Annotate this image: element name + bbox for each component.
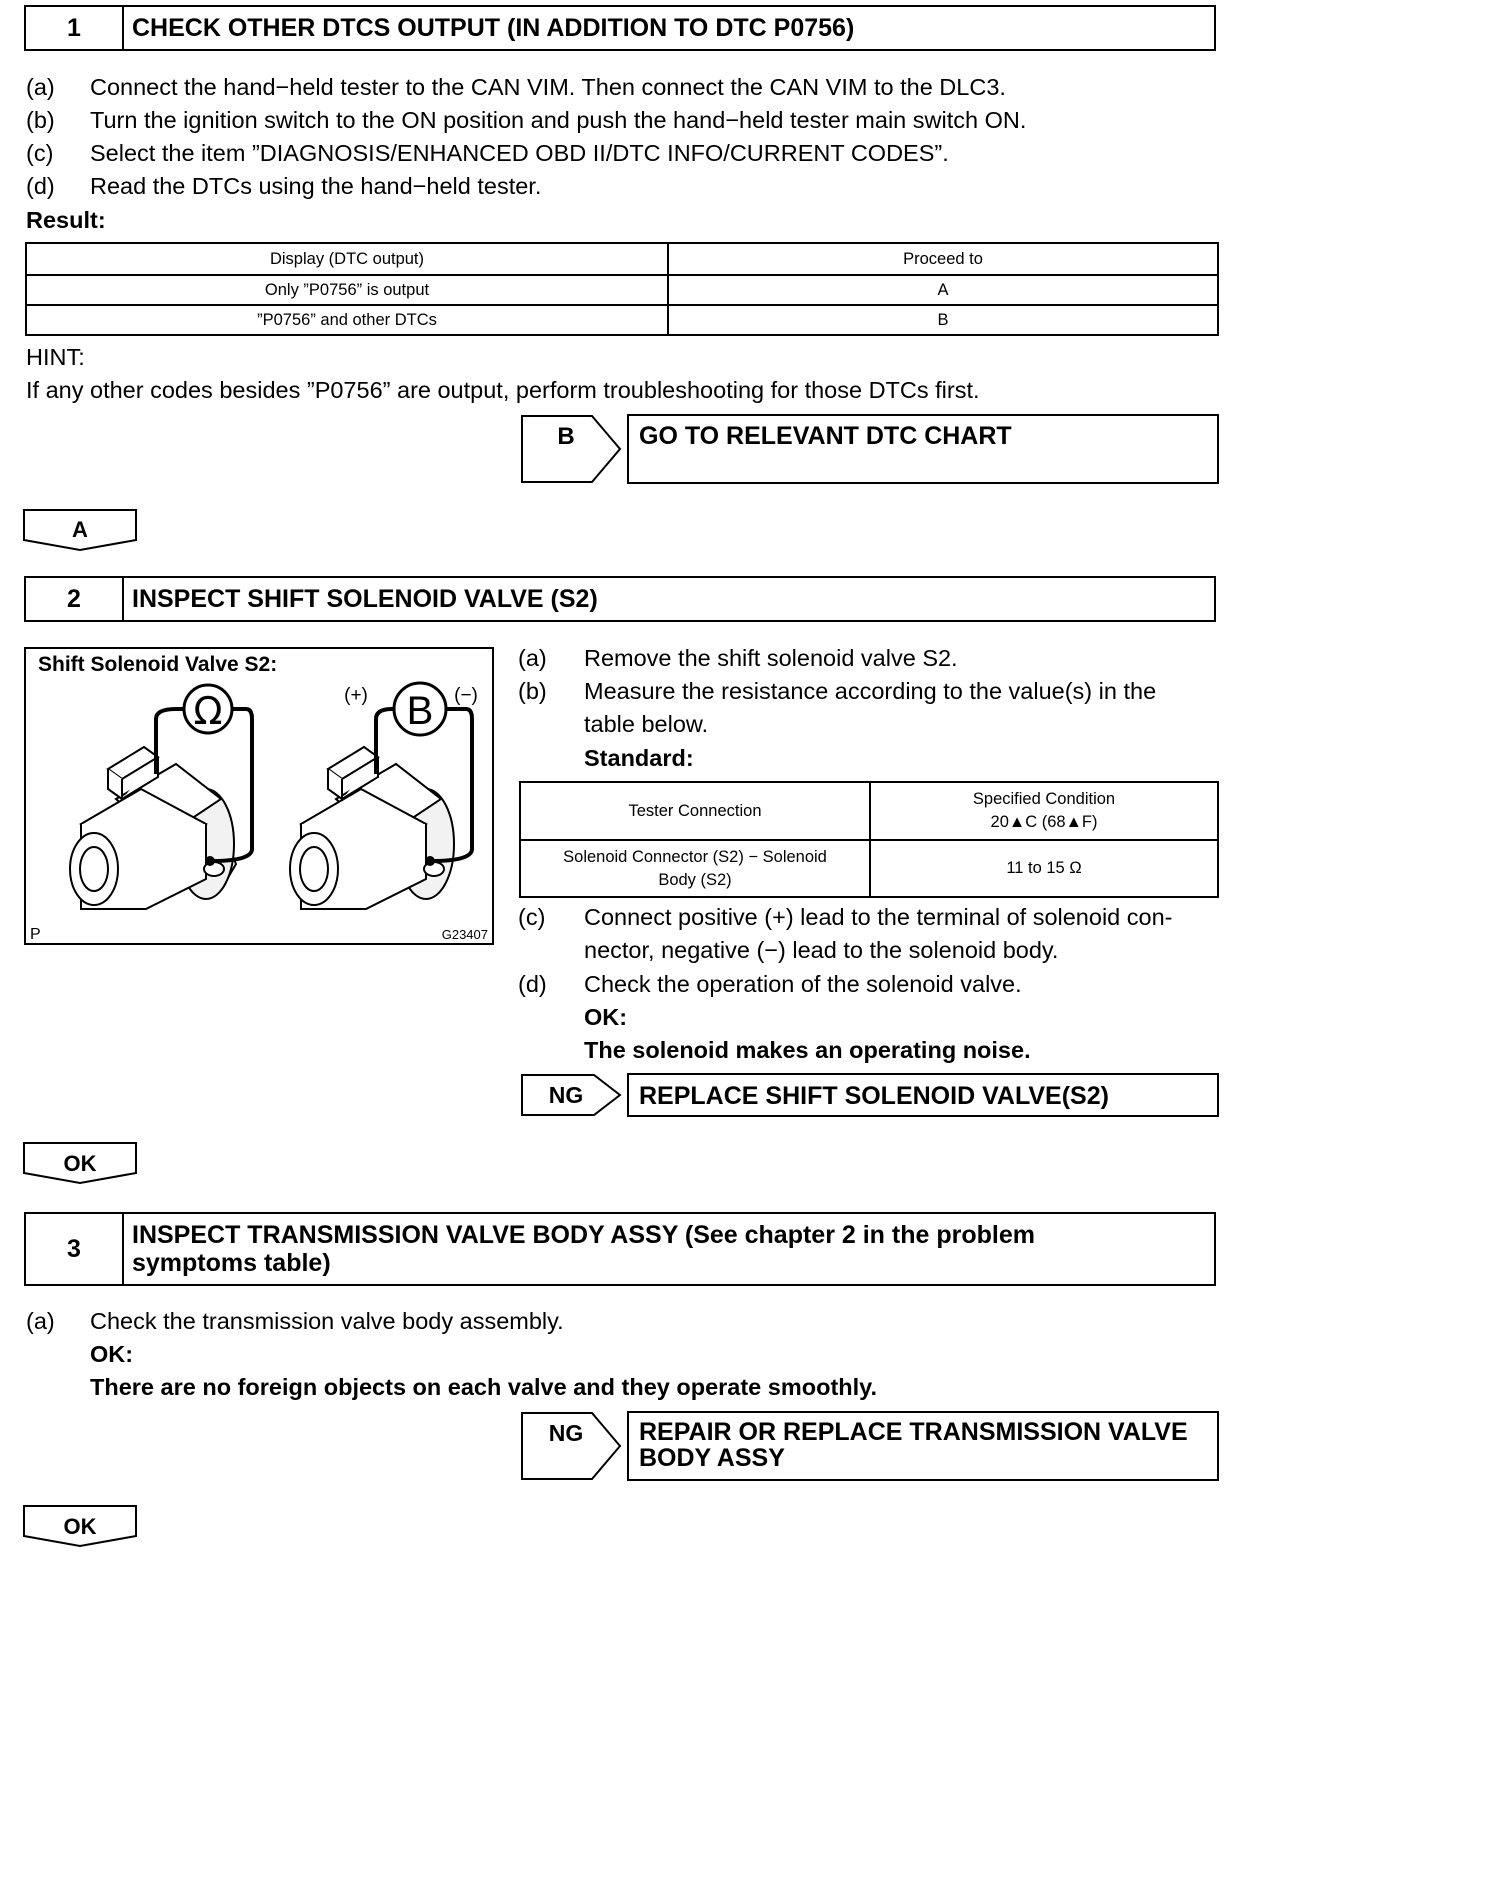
step-1-item-a-text: Connect the hand−held tester to the CAN VIM. Then connect the CAN VIM to the DLC3. <box>90 74 1006 100</box>
hint-label: HINT: <box>26 344 85 370</box>
step-1-item-a-label: (a) <box>26 74 55 100</box>
step-1-number: 1 <box>26 7 124 49</box>
figure-id: G23407 <box>441 927 488 942</box>
table-header-cell: Proceed to <box>668 243 1218 275</box>
branch-text-b: GO TO RELEVANT DTC CHART <box>639 422 1012 450</box>
standard-label: Standard: <box>584 745 694 771</box>
step-2-number: 2 <box>26 578 124 620</box>
step-2-header <box>24 576 1216 622</box>
table-row <box>520 840 1218 897</box>
table-header-cell <box>870 782 1218 840</box>
branch-box-ng-step2 <box>627 1073 1219 1117</box>
branch-arrow-ng-step3 <box>520 1411 624 1481</box>
step-2-item-c-label: (c) <box>518 904 546 930</box>
step-1-item-c-label: (c) <box>26 140 54 166</box>
step-1-item-b-text: Turn the ignition switch to the ON position and push the hand−held tester main switch ON. <box>90 107 1027 133</box>
step-2-item-c-text-2: nector, negative (−) lead to the solenoid body. <box>584 937 1059 963</box>
continue-tag-a <box>22 508 140 552</box>
tester-connection-line-2: Body (S2) <box>658 870 732 889</box>
step-2-ok-text: The solenoid makes an operating noise. <box>584 1037 1031 1063</box>
step-2-item-b-text-2: table below. <box>584 711 709 737</box>
step-3-item-a-text: Check the transmission valve body assembly. <box>90 1308 564 1334</box>
step-1-header <box>24 5 1216 51</box>
spec-temperature: 20▲C (68▲F) <box>990 813 1098 831</box>
step-2-item-d-label: (d) <box>518 971 547 997</box>
figure-corner-left: P <box>30 926 41 943</box>
figure-title: Shift Solenoid Valve S2: <box>38 653 278 676</box>
continue-label-ok-step3: OK <box>63 1514 97 1539</box>
step-2-item-d-text: Check the operation of the solenoid valve. <box>584 971 1022 997</box>
step-2-item-a-text: Remove the shift solenoid valve S2. <box>584 645 958 671</box>
tester-connection-line-1: Solenoid Connector (S2) − Solenoid <box>563 847 827 866</box>
table-cell: B <box>668 305 1218 335</box>
step-3-ok-text: There are no foreign objects on each valve and they operate smoothly. <box>90 1374 878 1400</box>
table-cell: ”P0756” and other DTCs <box>26 305 668 335</box>
branch-tag-ng-step3: NG <box>548 1420 584 1446</box>
step-3-number: 3 <box>26 1214 124 1284</box>
battery-symbol: B <box>406 689 434 733</box>
branch-arrow-b <box>520 414 624 484</box>
solenoid-valve-right-icon <box>290 747 454 909</box>
hint-text: If any other codes besides ”P0756” are output, perform troubleshooting for those DTCs first. <box>26 377 980 403</box>
table-row <box>26 275 1218 305</box>
branch-text-ng-step3-line-2: BODY ASSY <box>639 1444 785 1472</box>
step-2-item-b-text-1: Measure the resistance according to the value(s) in the <box>584 678 1157 704</box>
step-2-ok-label: OK: <box>584 1004 628 1030</box>
branch-box-ng-step3 <box>627 1411 1219 1481</box>
step-3-title-line-2: symptoms table) <box>132 1249 331 1277</box>
continue-tag-ok-step3 <box>22 1504 140 1548</box>
table-header-cell: Display (DTC output) <box>26 243 668 275</box>
branch-tag-b: B <box>557 423 575 450</box>
branch-text-ng-step3-line-1: REPAIR OR REPLACE TRANSMISSION VALVE <box>639 1418 1188 1446</box>
continue-label-ok-step2: OK <box>63 1151 97 1176</box>
step-2-item-c-text-1: Connect positive (+) lead to the terminal of solenoid con- <box>584 904 1173 930</box>
branch-tag-ng-step2: NG <box>548 1082 584 1108</box>
branch-arrow-ng-step2 <box>520 1073 624 1117</box>
negative-terminal-label: (−) <box>454 685 478 706</box>
branch-text-ng-step2: REPLACE SHIFT SOLENOID VALVE(S2) <box>639 1082 1109 1110</box>
table-cell <box>520 840 870 897</box>
step-1-item-c-text: Select the item ”DIAGNOSIS/ENHANCED OBD II/DTC INFO/CURRENT CODES”. <box>90 140 949 166</box>
result-table <box>25 242 1219 336</box>
step-3-header <box>24 1212 1216 1286</box>
step-1-item-d-text: Read the DTCs using the hand−held tester. <box>90 173 542 199</box>
result-label: Result: <box>26 207 106 233</box>
step-1-item-b-label: (b) <box>26 107 55 133</box>
step-1-item-d-label: (d) <box>26 173 55 199</box>
table-row <box>520 782 1218 840</box>
continue-tag-ok-step2 <box>22 1141 140 1185</box>
table-row <box>26 305 1218 335</box>
spec-condition-heading: Specified Condition <box>972 790 1116 808</box>
continue-label-a: A <box>72 517 88 542</box>
step-3-item-a-label: (a) <box>26 1308 55 1334</box>
branch-box-b <box>627 414 1219 484</box>
table-cell: 11 to 15 Ω <box>870 840 1218 897</box>
step-2-title: INSPECT SHIFT SOLENOID VALVE (S2) <box>132 585 598 613</box>
table-cell: Only ”P0756” is output <box>26 275 668 305</box>
solenoid-illustration <box>26 649 492 943</box>
table-row <box>26 243 1218 275</box>
step-3-title-line-1: INSPECT TRANSMISSION VALVE BODY ASSY (See chapter 2 in the problem <box>132 1221 1035 1249</box>
solenoid-figure <box>24 647 494 945</box>
step-2-item-b-label: (b) <box>518 678 547 704</box>
table-cell: A <box>668 275 1218 305</box>
table-header-cell: Tester Connection <box>520 782 870 840</box>
standard-table <box>519 781 1219 898</box>
solenoid-valve-left-icon <box>70 747 236 909</box>
step-1-title: CHECK OTHER DTCS OUTPUT (IN ADDITION TO DTC P0756) <box>132 14 855 42</box>
step-2-item-a-label: (a) <box>518 645 547 671</box>
ohm-symbol: Ω <box>193 689 223 733</box>
positive-terminal-label: (+) <box>344 685 368 706</box>
step-3-ok-label: OK: <box>90 1341 134 1367</box>
step-3-title <box>132 1214 1206 1284</box>
